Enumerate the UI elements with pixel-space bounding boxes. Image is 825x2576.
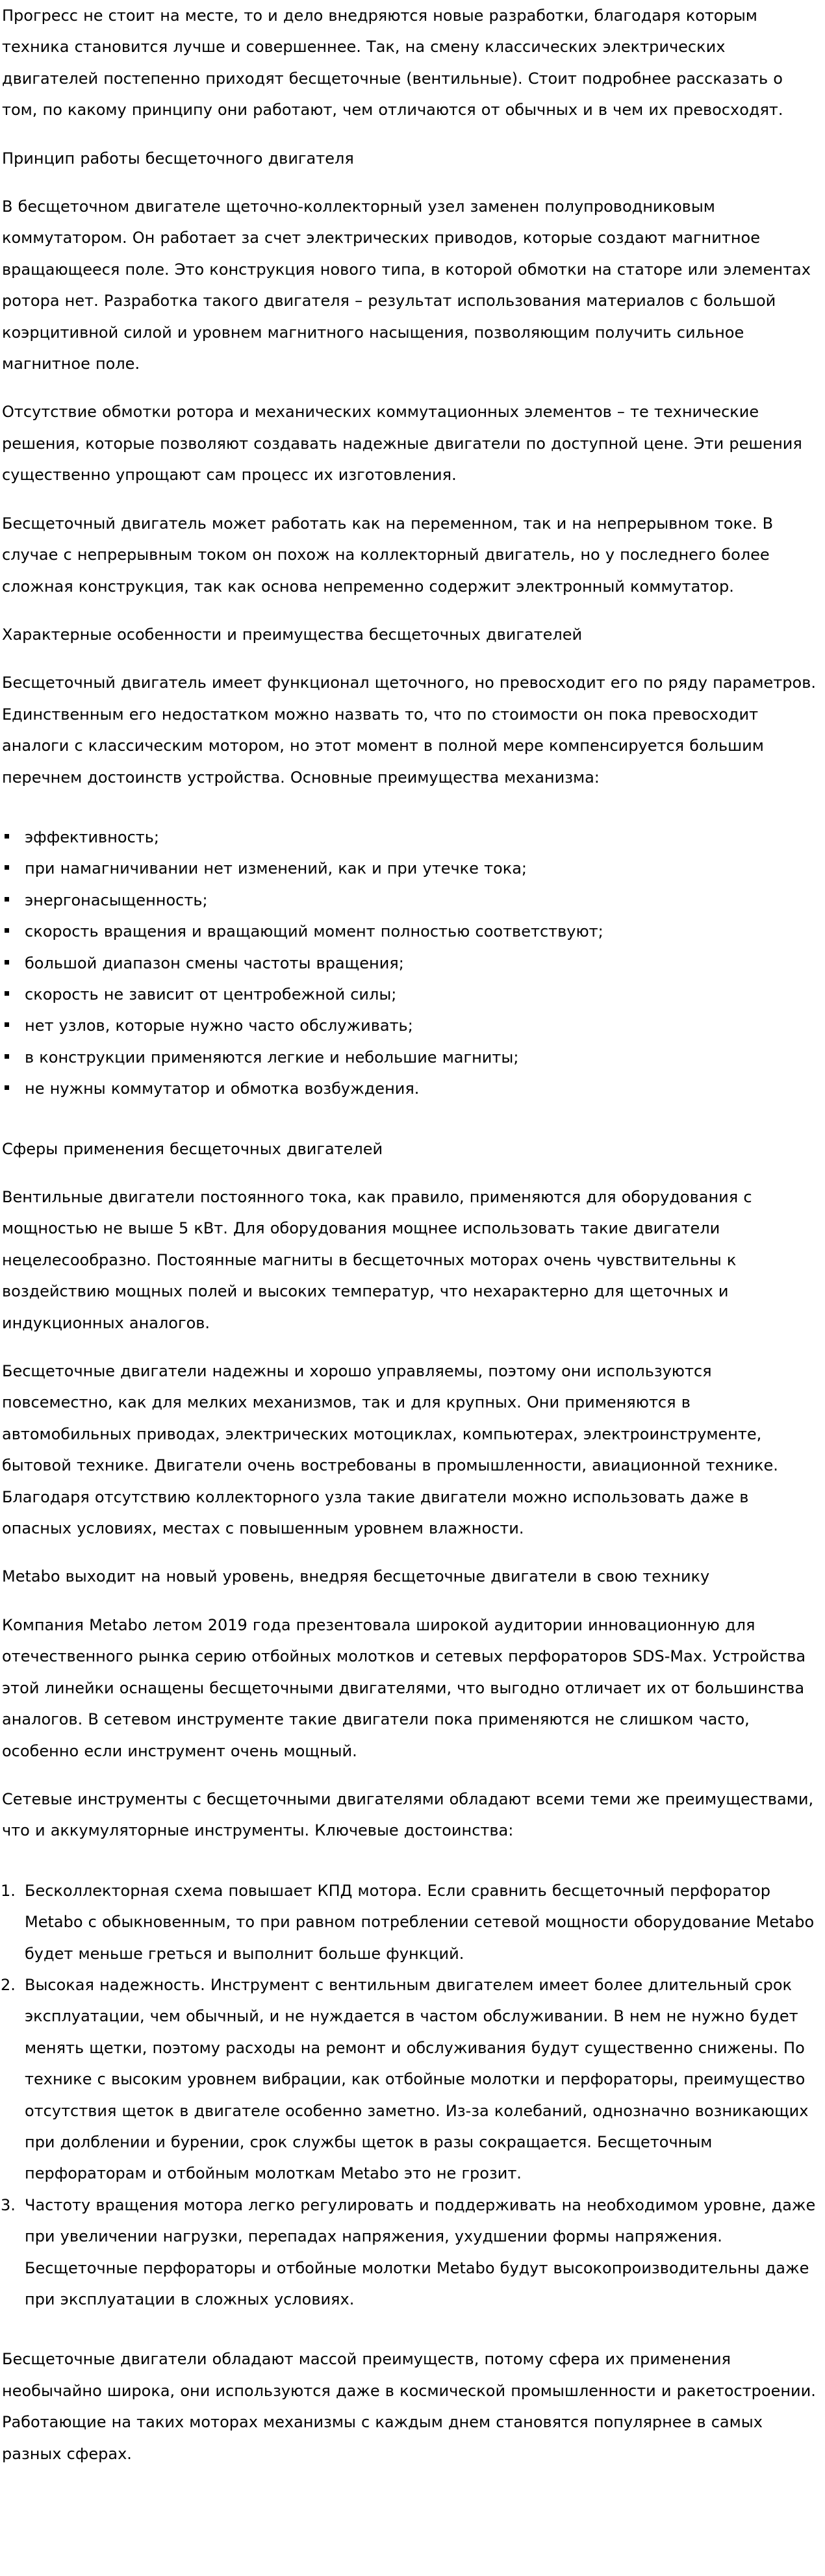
paragraph: Бесщеточные двигатели обладают массой преимуществ, потому сфера их применения необычайно широка, они используются даже в космической промышленности и ракетостроении. Работающие на таких моторах механизмы с каждым днем становятся популярнее в самых разных сферах.	[2, 2350, 816, 2463]
list-item: не нужны коммутатор и обмотка возбуждения.	[25, 1073, 821, 1104]
list-item: при намагничивании нет изменений, как и при утечке тока;	[25, 853, 821, 884]
paragraph: Сетевые инструменты с бесщеточными двигателями обладают всеми теми же преимуществами, что и аккумуляторные инструменты. Ключевые достоинства:	[2, 1789, 814, 1840]
list-item: большой диапазон смены частоты вращения;	[25, 948, 821, 979]
list-item: нет узлов, которые нужно часто обслуживать;	[25, 1010, 821, 1041]
paragraph: Бесщеточные двигатели надежны и хорошо управляемы, поэтому они используются повсеместно, как для мелких механизмов, так и для крупных. Они применяются в автомобильных приводах, электрических мотоциклах, компьютерах, электроинструменте, бытовой технике. Двигатели очень востребованы в промышленности, авиационной технике. Благодаря отсутствию коллекторного узла такие двигатели можно использовать даже в опасных условиях, местах с повышенным уровнем влажности.	[2, 1362, 778, 1538]
list-item: эффективность;	[25, 822, 821, 853]
list-item: энергонасыщенность;	[25, 885, 821, 916]
list-item: скорость не зависит от центробежной силы;	[25, 979, 821, 1010]
paragraph: Прогресс не стоит на месте, то и дело внедряются новые разработки, благодаря которым техника становится лучше и совершеннее. Так, на смену классических электрических двигателей постепенно приходят бесщеточные (вентильные). Стоит подробнее рассказать о том, по какому принципу они работают, чем отличаются от обычных и в чем их превосходят.	[2, 6, 783, 120]
list-item: скорость вращения и вращающий момент полностью соответствуют;	[25, 916, 821, 947]
paragraph: Вентильные двигатели постоянного тока, как правило, применяются для оборудования с мощностью не выше 5 кВт. Для оборудования мощнее использовать такие двигатели нецелесообразно. Постоянные магниты в бесщеточных моторах очень чувствительны к воздействию мощных полей и высоких температур, что нехарактерно для щеточных и индукционных аналогов.	[2, 1188, 752, 1332]
section-heading: Сферы применения бесщеточных двигателей	[2, 1139, 383, 1158]
section-heading: Характерные особенности и преимущества бесщеточных двигателей	[2, 625, 583, 644]
list-item: Высокая надежность. Инструмент с вентильным двигателем имеет более длительный срок эксплуатации, чем обычный, и не нуждается в частом обслуживании. В нем не нужно будет менять щетки, поэтому расходы на ремонт и обслуживания будут существенно снижены. По технике с высоким уровнем вибрации, как отбойные молотки и перфораторы, преимущество отсутствия щеток в двигателе особенно заметно. Из-за колебаний, однозначно возникающих при долблении и бурении, срок службы щеток в разы сокращается. Бесщеточным перфораторам и отбойным молоткам Metabo это не грозит.	[25, 1975, 809, 2183]
numbered-list	[2, 1875, 821, 2316]
list-item: Бесколлекторная схема повышает КПД мотора. Если сравнить бесщеточный перфоратор Metabo с обыкновенным, то при равном потреблении сетевой мощности оборудование Metabo будет меньше греться и выполнит больше функций.	[25, 1881, 815, 1963]
list-item: в конструкции применяются легкие и небольшие магниты;	[25, 1042, 821, 1073]
paragraph: Бесщеточный двигатель имеет функционал щеточного, но превосходит его по ряду параметров. Единственным его недостатком можно назвать то, что по стоимости он пока превосходит аналоги с классическим мотором, но этот момент в полной мере компенсируется большим перечнем достоинств устройства. Основные преимущества механизма:	[2, 674, 816, 787]
paragraph: Бесщеточный двигатель может работать как на переменном, так и на непрерывном токе. В случае с непрерывным током он похож на коллекторный двигатель, но у последнего более сложная конструкция, так как основа непременно содержит электронный коммутатор.	[2, 514, 774, 596]
bullet-list	[2, 822, 821, 1105]
list-item: Частоту вращения мотора легко регулировать и поддерживать на необходимом уровне, даже при увеличении нагрузки, перепадах напряжения, ухудшении формы напряжения. Бесщеточные перфораторы и отбойные молотки Metabo будут высокопроизводительны даже при эксплуатации в сложных условиях.	[25, 2195, 816, 2308]
section-heading: Metabo выходит на новый уровень, внедряя бесщеточные двигатели в свою технику	[2, 1567, 710, 1586]
paragraph: В бесщеточном двигателе щеточно-коллекторный узел заменен полупроводниковым коммутатором. Он работает за счет электрических приводов, которые создают магнитное вращающееся поле. Это конструкция нового типа, в которой обмотки на статоре или элементах ротора нет. Разработка такого двигателя – результат использования материалов с большой коэрцитивной силой и уровнем магнитного насыщения, позволяющим получить сильное магнитное поле.	[2, 197, 811, 373]
paragraph: Компания Metabo летом 2019 года презентовала широкой аудитории инновационную для отечественного рынка серию отбойных молотков и сетевых перфораторов SDS-Max. Устройства этой линейки оснащены бесщеточными двигателями, что выгодно отличает их от большинства аналогов. В сетевом инструменте такие двигатели пока применяются не слишком часто, особенно если инструмент очень мощный.	[2, 1615, 806, 1760]
section-heading: Принцип работы бесщеточного двигателя	[2, 149, 354, 168]
paragraph: Отсутствие обмотки ротора и механических коммутационных элементов – те технические решения, которые позволяют создавать надежные двигатели по доступной цене. Эти решения существенно упрощают сам процесс их изготовления.	[2, 403, 802, 485]
